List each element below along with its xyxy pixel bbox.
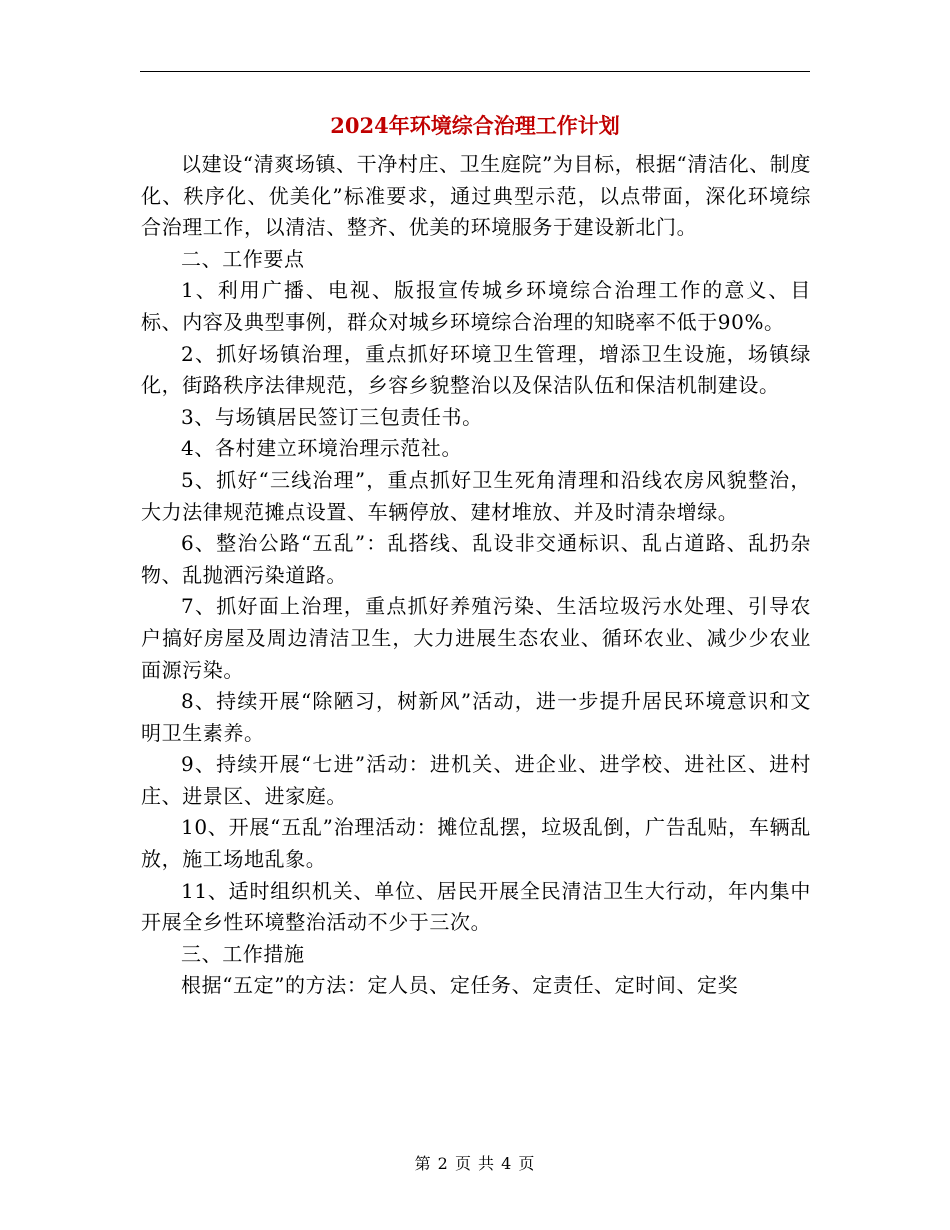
paragraph-item-5: 5、抓好“三线治理”，重点抓好卫生死角清理和沿线农房风貌整治，大力法律规范摊点设置、车辆停放、建材堆放、并及时清杂增绿。 — [141, 467, 811, 524]
paragraph-item-2: 2、抓好场镇治理，重点抓好环境卫生管理，增添卫生设施，场镇绿化，街路秩序法律规范，乡容乡貌整治以及保洁队伍和保洁机制建设。 — [141, 341, 811, 398]
paragraph-item-6: 6、整治公路“五乱”：乱搭线、乱设非交通标识、乱占道路、乱扔杂物、乱抛洒污染道路。 — [141, 531, 811, 587]
page-footer: 第 2 页 共 4 页 — [414, 1154, 536, 1173]
document-body — [141, 149, 811, 1002]
document-title: 2024年环境综合治理工作计划 — [330, 113, 620, 138]
paragraph-item-8: 8、持续开展“除陋习，树新风”活动，进一步提升居民环境意识和文明卫生素养。 — [141, 689, 811, 745]
section-heading-work-measures: 三、工作措施 — [181, 941, 305, 966]
section-heading-work-points: 二、工作要点 — [181, 246, 305, 271]
paragraph-five-fixed: 根据“五定”的方法：定人员、定任务、定责任、定时间、定奖 — [181, 973, 739, 998]
paragraph-item-4: 4、各村建立环境治理示范社。 — [181, 436, 463, 461]
paragraph-item-11: 11、适时组织机关、单位、居民开展全民清洁卫生大行动，年内集中开展全乡性环境整治活动不少于三次。 — [141, 878, 811, 935]
header-rule — [140, 71, 810, 72]
paragraph-item-7: 7、抓好面上治理，重点抓好养殖污染、生活垃圾污水处理、引导农户搞好房屋及周边清洁卫生，大力进展生态农业、循环农业、减少少农业面源污染。 — [141, 594, 811, 682]
paragraph-item-1: 1、利用广播、电视、版报宣传城乡环境综合治理工作的意义、目标、内容及典型事例，群众对城乡环境综合治理的知晓率不低于90%。 — [141, 278, 811, 334]
paragraph-item-10: 10、开展“五乱”治理活动：摊位乱摆，垃圾乱倒，广告乱贴，车辆乱放，施工场地乱象。 — [141, 815, 811, 872]
paragraph-item-3: 3、与场镇居民签订三包责任书。 — [181, 404, 483, 429]
paragraph-intro: 以建设“清爽场镇、干净村庄、卫生庭院”为目标，根据“清洁化、制度化、秩序化、优美化”标准要求，通过典型示范，以点带面，深化环境综合治理工作，以清洁、整齐、优美的环境服务于建设新北门。 — [141, 152, 811, 240]
paragraph-item-9: 9、持续开展“七进”活动：进机关、进企业、进学校、进社区、进村庄、进景区、进家庭。 — [141, 752, 811, 808]
